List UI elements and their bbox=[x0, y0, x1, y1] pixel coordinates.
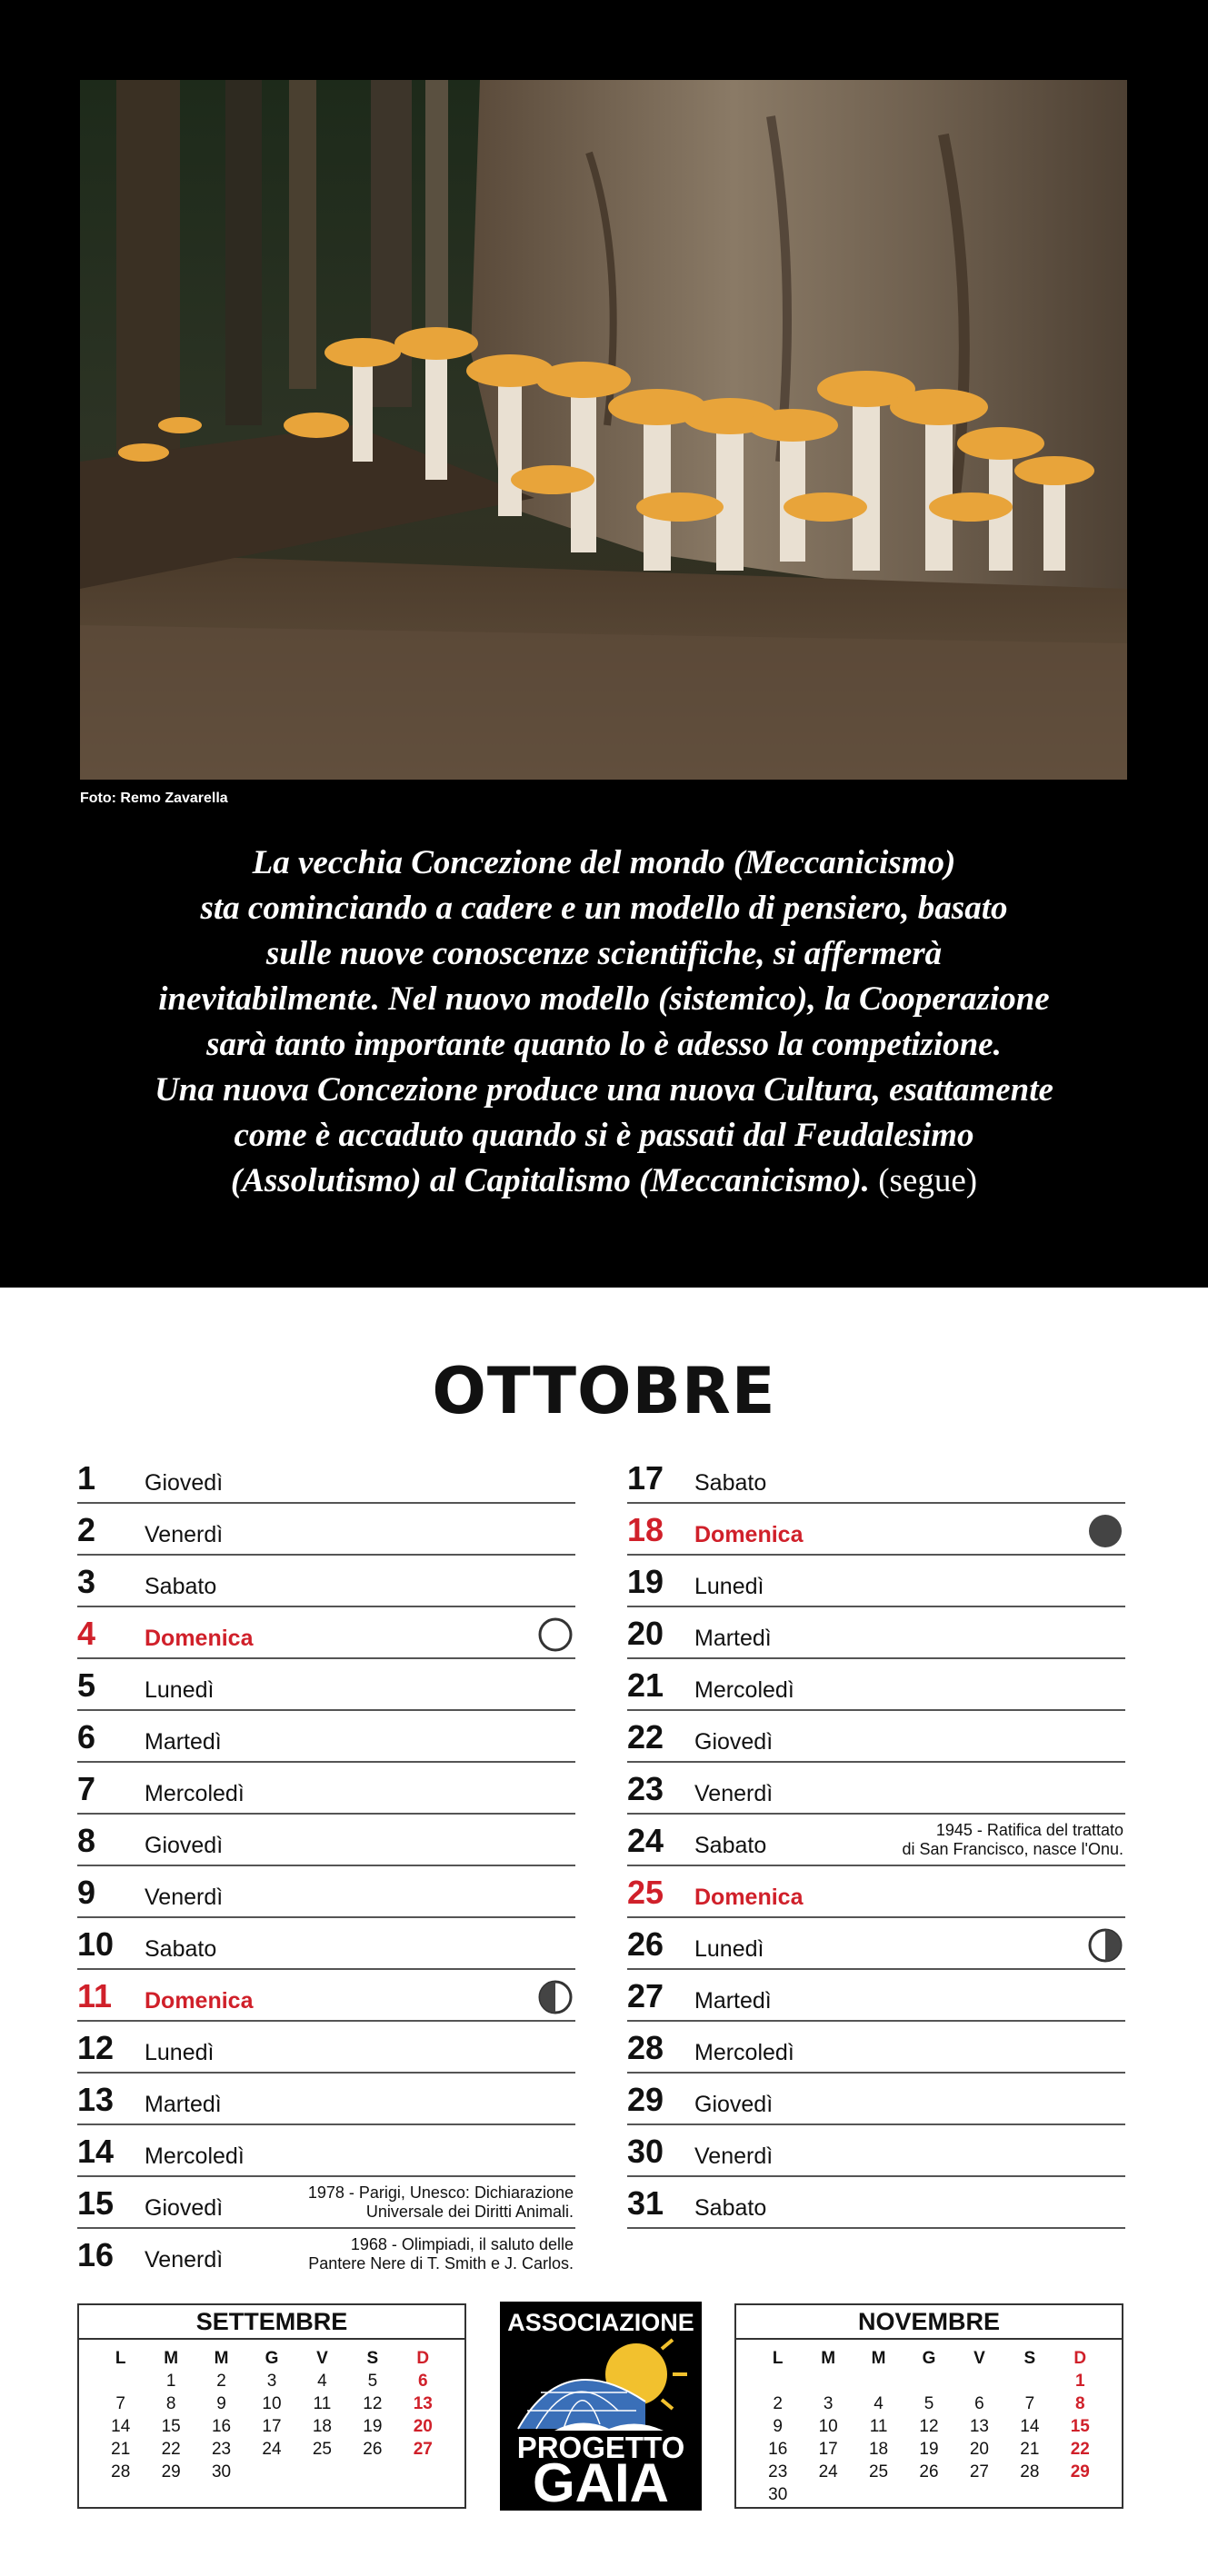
mini-calendar-day: 16 bbox=[211, 2417, 232, 2436]
weekday-header: D bbox=[1073, 2349, 1087, 2368]
day-name: Domenica bbox=[694, 1885, 804, 1910]
day-number: 5 bbox=[77, 1666, 96, 1704]
day-name: Sabato bbox=[694, 1470, 767, 1496]
day-name: Giovedì bbox=[145, 1833, 224, 1858]
mini-calendar-day: 19 bbox=[919, 2440, 939, 2459]
day-name: Lunedì bbox=[694, 1574, 764, 1599]
day-row bbox=[627, 1970, 1125, 2022]
mini-calendar-day bbox=[347, 2461, 397, 2483]
mini-calendar-day: 1 bbox=[165, 2372, 176, 2391]
day-number: 21 bbox=[627, 1666, 664, 1704]
full-moon-icon bbox=[537, 1616, 574, 1653]
quote-line: sarà tanto importante quanto lo è adesso la competizione. bbox=[206, 1026, 1002, 1063]
mini-calendar-day: 25 bbox=[312, 2440, 332, 2459]
day-row bbox=[627, 1452, 1125, 1504]
mini-calendar-day: 22 bbox=[161, 2440, 181, 2459]
mini-calendar-day: 26 bbox=[919, 2462, 939, 2482]
mini-calendar-day: 8 bbox=[165, 2394, 176, 2413]
mini-calendar-day bbox=[904, 2370, 953, 2392]
day-name: Sabato bbox=[145, 1574, 217, 1599]
day-row bbox=[77, 1504, 575, 1556]
day-number: 25 bbox=[627, 1874, 664, 1911]
day-row bbox=[77, 1607, 575, 1659]
note-line: Universale dei Diritti Animali. bbox=[365, 2203, 574, 2221]
day-number: 22 bbox=[627, 1718, 664, 1755]
day-row bbox=[627, 2177, 1125, 2229]
day-name: Lunedì bbox=[145, 2040, 215, 2065]
day-number: 15 bbox=[77, 2184, 115, 2222]
weekday-header: M bbox=[214, 2349, 229, 2368]
weekday-header: V bbox=[973, 2349, 985, 2368]
mini-calendar-day bbox=[1055, 2483, 1105, 2506]
mini-calendar-day: 18 bbox=[868, 2440, 889, 2459]
mini-calendar-day: 5 bbox=[367, 2372, 378, 2391]
day-number: 23 bbox=[627, 1770, 664, 1807]
mini-calendar-day bbox=[803, 2370, 853, 2392]
day-row bbox=[627, 1815, 1125, 1866]
mini-calendar-day: 27 bbox=[413, 2440, 433, 2459]
mini-calendar-day: 20 bbox=[969, 2440, 989, 2459]
day-name: Venerdì bbox=[145, 1885, 224, 1910]
mini-calendar-day: 29 bbox=[1070, 2462, 1090, 2482]
mini-calendar-day: 3 bbox=[823, 2394, 834, 2413]
day-number: 2 bbox=[77, 1511, 96, 1548]
mini-calendar-day: 18 bbox=[312, 2417, 332, 2436]
day-row bbox=[77, 1556, 575, 1607]
mini-calendar-day bbox=[1004, 2370, 1054, 2392]
day-row bbox=[77, 2229, 575, 2279]
mini-calendar-day bbox=[95, 2370, 145, 2392]
day-row bbox=[627, 1763, 1125, 1815]
mini-calendar-day: 11 bbox=[313, 2394, 332, 2413]
mushroom-photo bbox=[80, 80, 1127, 780]
weekday-header: M bbox=[871, 2349, 886, 2368]
progetto-gaia-logo bbox=[500, 2302, 702, 2511]
day-number: 13 bbox=[77, 2081, 115, 2118]
mushroom-photo-illustration bbox=[80, 80, 1127, 780]
mini-calendar-day: 23 bbox=[768, 2462, 788, 2482]
mini-calendar-day: 11 bbox=[869, 2417, 888, 2436]
day-row bbox=[77, 1918, 575, 1970]
mini-calendar-day: 24 bbox=[262, 2440, 282, 2459]
mini-calendar-day bbox=[803, 2483, 853, 2506]
quote-line: sulle nuove conoscenze scientifiche, si affermerà bbox=[265, 935, 943, 972]
day-event-note bbox=[902, 1821, 1123, 1859]
weekday-header: G bbox=[922, 2349, 936, 2368]
quote-line: Una nuova Concezione produce una nuova Cultura, esattamente bbox=[155, 1071, 1053, 1109]
day-name: Domenica bbox=[145, 1988, 254, 2014]
mini-calendar-day bbox=[904, 2483, 953, 2506]
day-row bbox=[77, 1763, 575, 1815]
mini-calendar-day: 7 bbox=[115, 2394, 125, 2413]
mini-calendar-day: 25 bbox=[868, 2462, 889, 2482]
days-column-left bbox=[77, 1452, 575, 2279]
quote-segue: (segue) bbox=[878, 1162, 978, 1199]
mini-calendar-day: 14 bbox=[1020, 2417, 1040, 2436]
logo-line2: PROGETTO bbox=[516, 2431, 685, 2464]
day-number: 27 bbox=[627, 1977, 664, 2014]
mini-calendar-day bbox=[854, 2370, 904, 2392]
day-number: 10 bbox=[77, 1925, 115, 1963]
day-row bbox=[77, 2125, 575, 2177]
mini-calendar-day bbox=[954, 2483, 1004, 2506]
mini-calendar-day bbox=[398, 2461, 448, 2483]
day-name: Giovedì bbox=[145, 1470, 224, 1496]
mini-calendar-day: 4 bbox=[874, 2394, 884, 2413]
mini-calendar-day: 2 bbox=[773, 2394, 783, 2413]
day-number: 3 bbox=[77, 1563, 96, 1600]
mini-calendar-title: NOVEMBRE bbox=[736, 2305, 1122, 2340]
photo-credit: Foto: Remo Zavarella bbox=[80, 791, 228, 806]
mini-calendar-day: 29 bbox=[161, 2462, 181, 2482]
last-quarter-moon-icon bbox=[537, 1979, 574, 2015]
day-name: Martedì bbox=[694, 1626, 772, 1651]
mini-calendar-day bbox=[753, 2370, 803, 2392]
mini-calendar-day: 12 bbox=[363, 2394, 383, 2413]
month-title: OTTOBRE bbox=[432, 1354, 776, 1428]
day-name: Domenica bbox=[145, 1626, 254, 1651]
mini-calendar-day: 1 bbox=[1074, 2372, 1085, 2391]
day-number: 11 bbox=[77, 1977, 113, 2014]
day-row bbox=[627, 1504, 1125, 1556]
day-row bbox=[627, 1918, 1125, 1970]
weekday-header: L bbox=[115, 2349, 126, 2368]
day-number: 30 bbox=[627, 2133, 664, 2170]
day-row bbox=[77, 1452, 575, 1504]
day-name: Sabato bbox=[694, 2195, 767, 2221]
mini-calendar-day: 26 bbox=[363, 2440, 383, 2459]
day-row bbox=[627, 1711, 1125, 1763]
new-moon-icon bbox=[1087, 1513, 1123, 1549]
day-number: 7 bbox=[77, 1770, 96, 1807]
weekday-header: D bbox=[416, 2349, 430, 2368]
day-number: 1 bbox=[77, 1459, 96, 1497]
day-name: Martedì bbox=[145, 1729, 222, 1755]
mini-calendar-day: 17 bbox=[262, 2417, 282, 2436]
day-name: Mercoledì bbox=[694, 1677, 794, 1703]
quote-line-last bbox=[73, 1159, 1135, 1204]
day-number: 4 bbox=[77, 1615, 96, 1652]
note-line: 1978 - Parigi, Unesco: Dichiarazione bbox=[307, 2183, 574, 2202]
day-event-note bbox=[308, 2235, 574, 2273]
day-number: 16 bbox=[77, 2236, 115, 2273]
mini-calendar-next bbox=[734, 2303, 1123, 2509]
mini-calendar-day bbox=[1004, 2483, 1054, 2506]
mini-calendar-day: 28 bbox=[1020, 2462, 1040, 2482]
day-row bbox=[627, 1659, 1125, 1711]
mini-calendar-day: 4 bbox=[317, 2372, 327, 2391]
mini-calendar-day: 3 bbox=[266, 2372, 277, 2391]
day-row bbox=[77, 2177, 575, 2229]
day-row bbox=[77, 1815, 575, 1866]
day-name: Giovedì bbox=[694, 1729, 774, 1755]
mini-calendar-day bbox=[246, 2461, 296, 2483]
day-row bbox=[77, 1711, 575, 1763]
quote-line: inevitabilmente. Nel nuovo modello (sistemico), la Cooperazione bbox=[158, 980, 1050, 1018]
day-name: Lunedì bbox=[145, 1677, 215, 1703]
mini-calendar-day bbox=[297, 2461, 347, 2483]
day-number: 20 bbox=[627, 1615, 664, 1652]
mini-calendar-day: 30 bbox=[211, 2462, 232, 2482]
quote-text bbox=[73, 840, 1135, 1204]
day-name: Martedì bbox=[145, 2092, 222, 2117]
day-row bbox=[627, 1607, 1125, 1659]
day-name: Sabato bbox=[145, 1936, 217, 1962]
day-number: 19 bbox=[627, 1563, 664, 1600]
weekday-header: S bbox=[366, 2349, 379, 2368]
logo-line1: ASSOCIAZIONE bbox=[507, 2309, 694, 2336]
day-number: 9 bbox=[77, 1874, 96, 1911]
day-name: Mercoledì bbox=[145, 1781, 245, 1806]
day-row bbox=[627, 2125, 1125, 2177]
mini-calendar-day: 16 bbox=[768, 2440, 788, 2459]
day-name: Mercoledì bbox=[694, 2040, 794, 2065]
weekday-header: S bbox=[1023, 2349, 1036, 2368]
day-name: Martedì bbox=[694, 1988, 772, 2014]
day-name: Mercoledì bbox=[145, 2143, 245, 2169]
note-line: di San Francisco, nasce l'Onu. bbox=[902, 1840, 1123, 1858]
quote-line: come è accaduto quando si è passati dal Feudalesimo bbox=[234, 1117, 974, 1154]
note-line: 1968 - Olimpiadi, il saluto delle bbox=[350, 2235, 574, 2253]
day-row bbox=[627, 2074, 1125, 2125]
mini-calendar-day: 22 bbox=[1070, 2440, 1090, 2459]
first-quarter-moon-icon bbox=[1087, 1927, 1123, 1964]
mini-calendar-day: 19 bbox=[363, 2417, 383, 2436]
quote-line: sta cominciando a cadere e un modello di pensiero, basato bbox=[200, 890, 1008, 927]
weekday-header: L bbox=[772, 2349, 784, 2368]
day-name: Lunedì bbox=[694, 1936, 764, 1962]
day-row bbox=[627, 1866, 1125, 1918]
mini-calendar-day: 10 bbox=[262, 2394, 282, 2413]
mini-calendar-grid bbox=[736, 2340, 1122, 2506]
day-number: 31 bbox=[627, 2184, 664, 2222]
mini-calendar-day: 30 bbox=[768, 2485, 788, 2504]
mini-calendar-day bbox=[854, 2483, 904, 2506]
mini-calendar-day: 24 bbox=[818, 2462, 838, 2482]
day-row bbox=[77, 2022, 575, 2074]
day-row bbox=[627, 2022, 1125, 2074]
mini-calendar-day: 21 bbox=[111, 2440, 131, 2459]
weekday-header: G bbox=[265, 2349, 279, 2368]
day-name: Giovedì bbox=[145, 2195, 224, 2221]
day-number: 12 bbox=[77, 2029, 115, 2066]
weekday-header: M bbox=[164, 2349, 179, 2368]
mini-calendar-day: 9 bbox=[216, 2394, 226, 2413]
day-number: 29 bbox=[627, 2081, 664, 2118]
mini-calendar-day: 13 bbox=[413, 2394, 433, 2413]
day-number: 18 bbox=[627, 1511, 664, 1548]
day-name: Domenica bbox=[694, 1522, 804, 1547]
mini-calendar-day: 20 bbox=[413, 2417, 433, 2436]
mini-calendar-day: 21 bbox=[1020, 2440, 1040, 2459]
day-row bbox=[77, 2074, 575, 2125]
mini-calendar-day: 13 bbox=[969, 2417, 989, 2436]
day-number: 17 bbox=[627, 1459, 664, 1497]
mini-calendar-day: 6 bbox=[974, 2394, 984, 2413]
day-name: Giovedì bbox=[694, 2092, 774, 2117]
mini-calendar-previous bbox=[77, 2303, 466, 2509]
mini-calendar-day: 14 bbox=[111, 2417, 131, 2436]
days-column-right bbox=[627, 1452, 1125, 2229]
mini-calendar-grid bbox=[79, 2340, 464, 2483]
mini-calendar-day: 12 bbox=[919, 2417, 939, 2436]
quote-line: (Assolutismo) al Capitalismo (Meccanicismo). bbox=[230, 1162, 870, 1199]
weekday-header: V bbox=[316, 2349, 328, 2368]
day-name: Sabato bbox=[694, 1833, 767, 1858]
day-name: Venerdì bbox=[145, 1522, 224, 1547]
globe-sun-icon bbox=[509, 2338, 693, 2438]
logo-line3: GAIA bbox=[533, 2452, 669, 2511]
day-name: Venerdì bbox=[694, 2143, 774, 2169]
mini-calendar-day: 10 bbox=[818, 2417, 838, 2436]
mini-calendar-day: 28 bbox=[111, 2462, 131, 2482]
mini-calendar-title: SETTEMBRE bbox=[79, 2305, 464, 2340]
mini-calendar-day: 7 bbox=[1024, 2394, 1035, 2413]
note-line: 1945 - Ratifica del trattato bbox=[935, 1821, 1123, 1839]
day-number: 8 bbox=[77, 1822, 96, 1859]
note-line: Pantere Nere di T. Smith e J. Carlos. bbox=[308, 2254, 574, 2273]
mini-calendar-day: 8 bbox=[1074, 2394, 1085, 2413]
day-name: Venerdì bbox=[145, 2247, 224, 2273]
day-number: 26 bbox=[627, 1925, 664, 1963]
mini-calendar-day bbox=[954, 2370, 1004, 2392]
mini-calendar-day: 15 bbox=[1070, 2417, 1090, 2436]
day-number: 24 bbox=[627, 1822, 664, 1859]
mini-calendar-day: 2 bbox=[216, 2372, 226, 2391]
mini-calendar-day: 27 bbox=[969, 2462, 989, 2482]
day-row bbox=[77, 1866, 575, 1918]
day-event-note bbox=[308, 2183, 574, 2222]
day-row bbox=[77, 1970, 575, 2022]
day-number: 14 bbox=[77, 2133, 115, 2170]
mini-calendar-day: 5 bbox=[923, 2394, 934, 2413]
day-row bbox=[77, 1659, 575, 1711]
day-number: 28 bbox=[627, 2029, 664, 2066]
day-name: Venerdì bbox=[694, 1781, 774, 1806]
day-number: 6 bbox=[77, 1718, 96, 1755]
mini-calendar-day: 23 bbox=[211, 2440, 232, 2459]
mini-calendar-day: 9 bbox=[773, 2417, 783, 2436]
mini-calendar-day: 15 bbox=[161, 2417, 181, 2436]
weekday-header: M bbox=[821, 2349, 836, 2368]
mini-calendar-day: 6 bbox=[417, 2372, 428, 2391]
quote-line: La vecchia Concezione del mondo (Meccanicismo) bbox=[252, 844, 956, 881]
mini-calendar-day: 17 bbox=[818, 2440, 838, 2459]
day-row bbox=[627, 1556, 1125, 1607]
